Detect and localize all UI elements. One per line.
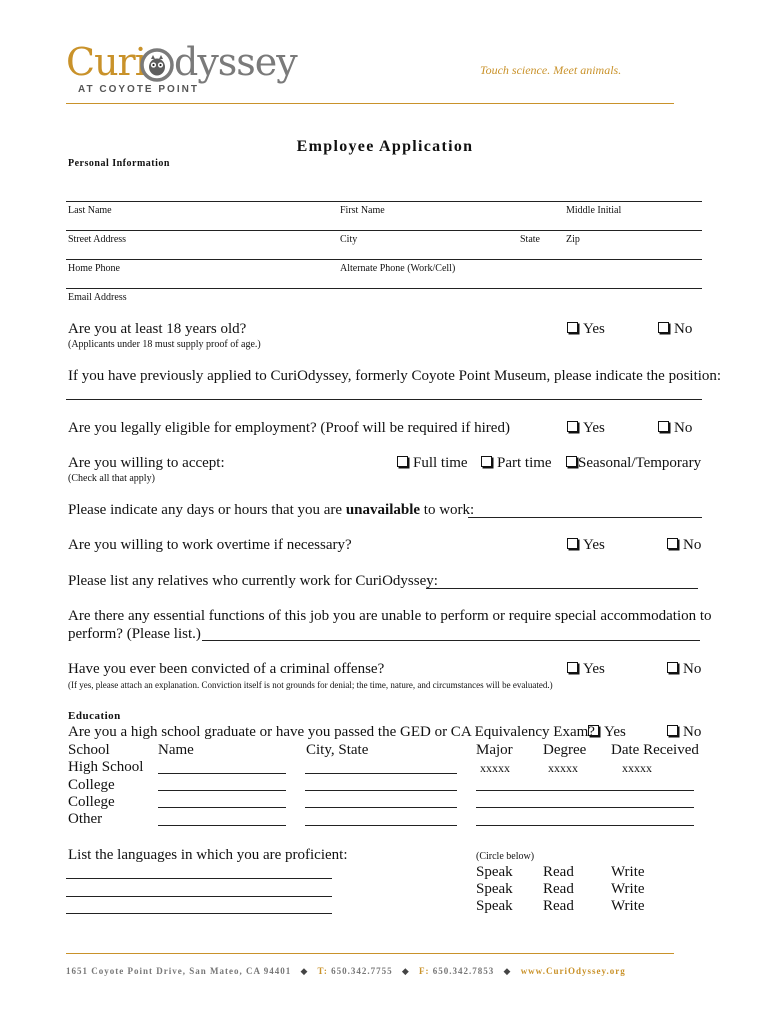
question-unavailable: Please indicate any days or hours that you are unavailable to work:: [68, 502, 475, 518]
graduate-yes-checkbox[interactable]: Yes: [588, 724, 626, 741]
criminal-yes-checkbox[interactable]: Yes: [567, 661, 605, 678]
question-overtime: Are you willing to work overtime if necessary?: [68, 537, 352, 553]
edu-row-label: High School: [68, 759, 144, 775]
language-input[interactable]: [66, 896, 332, 897]
edu-hs-date: xxxxx: [622, 761, 652, 775]
checkbox-icon: [667, 538, 678, 549]
question-eligible: Are you legally eligible for employment? (Proof will be required if hired): [68, 420, 510, 436]
criminal-note: (If yes, please attach an explanation. Conviction itself is not grounds for denial; the time, nature, and circumstances will be evaluated.): [68, 680, 553, 690]
footer-divider: [66, 953, 674, 954]
checkbox-icon: [567, 662, 578, 673]
age-note: (Applicants under 18 must supply proof of age.): [68, 339, 261, 350]
first-name-field[interactable]: First Name: [340, 205, 385, 216]
speak-option[interactable]: Speak: [476, 881, 513, 897]
criminal-no-checkbox[interactable]: No: [667, 661, 701, 678]
read-option[interactable]: Read: [543, 881, 574, 897]
overtime-yes-checkbox[interactable]: Yes: [567, 537, 605, 554]
question-accept: Are you willing to accept:: [68, 455, 225, 471]
edu-header-city: City, State: [306, 742, 369, 758]
write-option[interactable]: Write: [611, 864, 645, 880]
section-education-heading: Education: [68, 710, 121, 722]
edu-city-input[interactable]: [305, 825, 457, 826]
owl-o-icon: [140, 48, 174, 82]
question-languages: List the languages in which you are proficient:: [68, 847, 348, 863]
graduate-no-checkbox[interactable]: No: [667, 724, 701, 741]
edu-header-school: School: [68, 742, 110, 758]
checkbox-icon: [658, 421, 669, 432]
edu-header-major: Major: [476, 742, 513, 758]
edu-hs-degree: xxxxx: [548, 761, 578, 775]
edu-row-label: College: [68, 794, 115, 810]
field-line: [66, 259, 702, 260]
accept-note: (Check all that apply): [68, 473, 155, 484]
checkbox-icon: [567, 421, 578, 432]
edu-name-input[interactable]: [158, 825, 286, 826]
diamond-icon: ◆: [401, 966, 410, 976]
speak-option[interactable]: Speak: [476, 898, 513, 914]
age-yes-checkbox[interactable]: Yes: [567, 321, 605, 338]
eligible-no-checkbox[interactable]: No: [658, 420, 692, 437]
age-no-checkbox[interactable]: No: [658, 321, 692, 338]
checkbox-icon: [567, 322, 578, 333]
field-line: [66, 230, 702, 231]
question-functions-cont: perform? (Please list.): [68, 626, 201, 642]
read-option[interactable]: Read: [543, 864, 574, 880]
edu-detail-input[interactable]: [476, 825, 694, 826]
full-time-checkbox[interactable]: Full time: [397, 455, 468, 472]
last-name-field[interactable]: Last Name: [68, 205, 112, 216]
question-functions: Are there any essential functions of this job you are unable to perform or require special accommodation to: [68, 608, 712, 624]
question-previous-application: If you have previously applied to CuriOdyssey, formerly Coyote Point Museum, please indicate the position:: [68, 368, 722, 384]
edu-detail-input[interactable]: [476, 790, 694, 791]
edu-name-input[interactable]: [158, 790, 286, 791]
edu-city-input[interactable]: [305, 807, 457, 808]
unavailable-input[interactable]: [468, 517, 702, 518]
logo-subtitle: AT COYOTE POINT: [78, 84, 199, 95]
street-address-field[interactable]: Street Address: [68, 234, 127, 245]
question-age: Are you at least 18 years old?: [68, 321, 247, 337]
part-time-checkbox[interactable]: Part time: [481, 455, 552, 472]
field-line: [66, 201, 702, 202]
header-divider: [66, 103, 674, 104]
checkbox-icon: [566, 456, 577, 467]
footer-fax-label: F:: [419, 966, 430, 976]
checkbox-icon: [567, 538, 578, 549]
footer-website-link[interactable]: www.CuriOdyssey.org: [520, 966, 626, 976]
edu-detail-input[interactable]: [476, 807, 694, 808]
edu-hs-major: xxxxx: [480, 761, 510, 775]
checkbox-icon: [588, 725, 599, 736]
zip-field[interactable]: Zip: [566, 234, 580, 245]
language-input[interactable]: [66, 913, 332, 914]
diamond-icon: ◆: [503, 966, 512, 976]
footer: [66, 966, 676, 977]
checkbox-icon: [397, 456, 408, 467]
circle-below-note: (Circle below): [476, 851, 535, 862]
question-graduate: Are you a high school graduate or have you passed the GED or CA Equivalency Exam?: [68, 724, 595, 740]
footer-address: 1651 Coyote Point Drive, San Mateo, CA 94401: [66, 966, 292, 976]
edu-city-input[interactable]: [305, 790, 457, 791]
overtime-no-checkbox[interactable]: No: [667, 537, 701, 554]
footer-phone-label: T:: [317, 966, 328, 976]
logo-text-dyssey: dyssey: [174, 40, 297, 84]
edu-name-input[interactable]: [158, 807, 286, 808]
diamond-icon: ◆: [300, 966, 309, 976]
write-option[interactable]: Write: [611, 898, 645, 914]
checkbox-icon: [667, 662, 678, 673]
question-relatives: Please list any relatives who currently work for CuriOdyssey:: [68, 573, 438, 589]
read-option[interactable]: Read: [543, 898, 574, 914]
previous-position-input[interactable]: [66, 399, 702, 400]
checkbox-icon: [658, 322, 669, 333]
alternate-phone-field[interactable]: Alternate Phone (Work/Cell): [340, 263, 456, 274]
edu-name-input[interactable]: [158, 773, 286, 774]
tagline: Touch science. Meet animals.: [480, 63, 622, 77]
section-personal-heading: Personal Information: [68, 158, 170, 169]
checkbox-icon: [667, 725, 678, 736]
city-field[interactable]: City: [340, 234, 358, 245]
relatives-input[interactable]: [426, 588, 698, 589]
seasonal-checkbox[interactable]: Seasonal/Temporary: [566, 455, 701, 472]
field-line: [66, 288, 702, 289]
state-field[interactable]: State: [520, 234, 540, 245]
page-title: Employee Application: [296, 138, 474, 155]
footer-fax: 650.342.7853: [432, 966, 495, 976]
edu-city-input[interactable]: [305, 773, 457, 774]
edu-header-date: Date Received: [611, 742, 699, 758]
footer-phone: 650.342.7755: [331, 966, 393, 976]
eligible-yes-checkbox[interactable]: Yes: [567, 420, 605, 437]
question-criminal: Have you ever been convicted of a criminal offense?: [68, 661, 385, 677]
logo-text-curi: Curi: [66, 40, 146, 84]
functions-input[interactable]: [202, 640, 700, 641]
edu-row-label: Other: [68, 811, 103, 827]
email-field[interactable]: Email Address: [68, 292, 127, 303]
speak-option[interactable]: Speak: [476, 864, 513, 880]
edu-header-degree: Degree: [543, 742, 587, 758]
logo: [66, 40, 297, 100]
edu-row-label: College: [68, 777, 115, 793]
checkbox-icon: [481, 456, 492, 467]
middle-initial-field[interactable]: Middle Initial: [566, 205, 622, 216]
language-input[interactable]: [66, 878, 332, 879]
edu-header-name: Name: [158, 742, 194, 758]
write-option[interactable]: Write: [611, 881, 645, 897]
home-phone-field[interactable]: Home Phone: [68, 263, 120, 274]
